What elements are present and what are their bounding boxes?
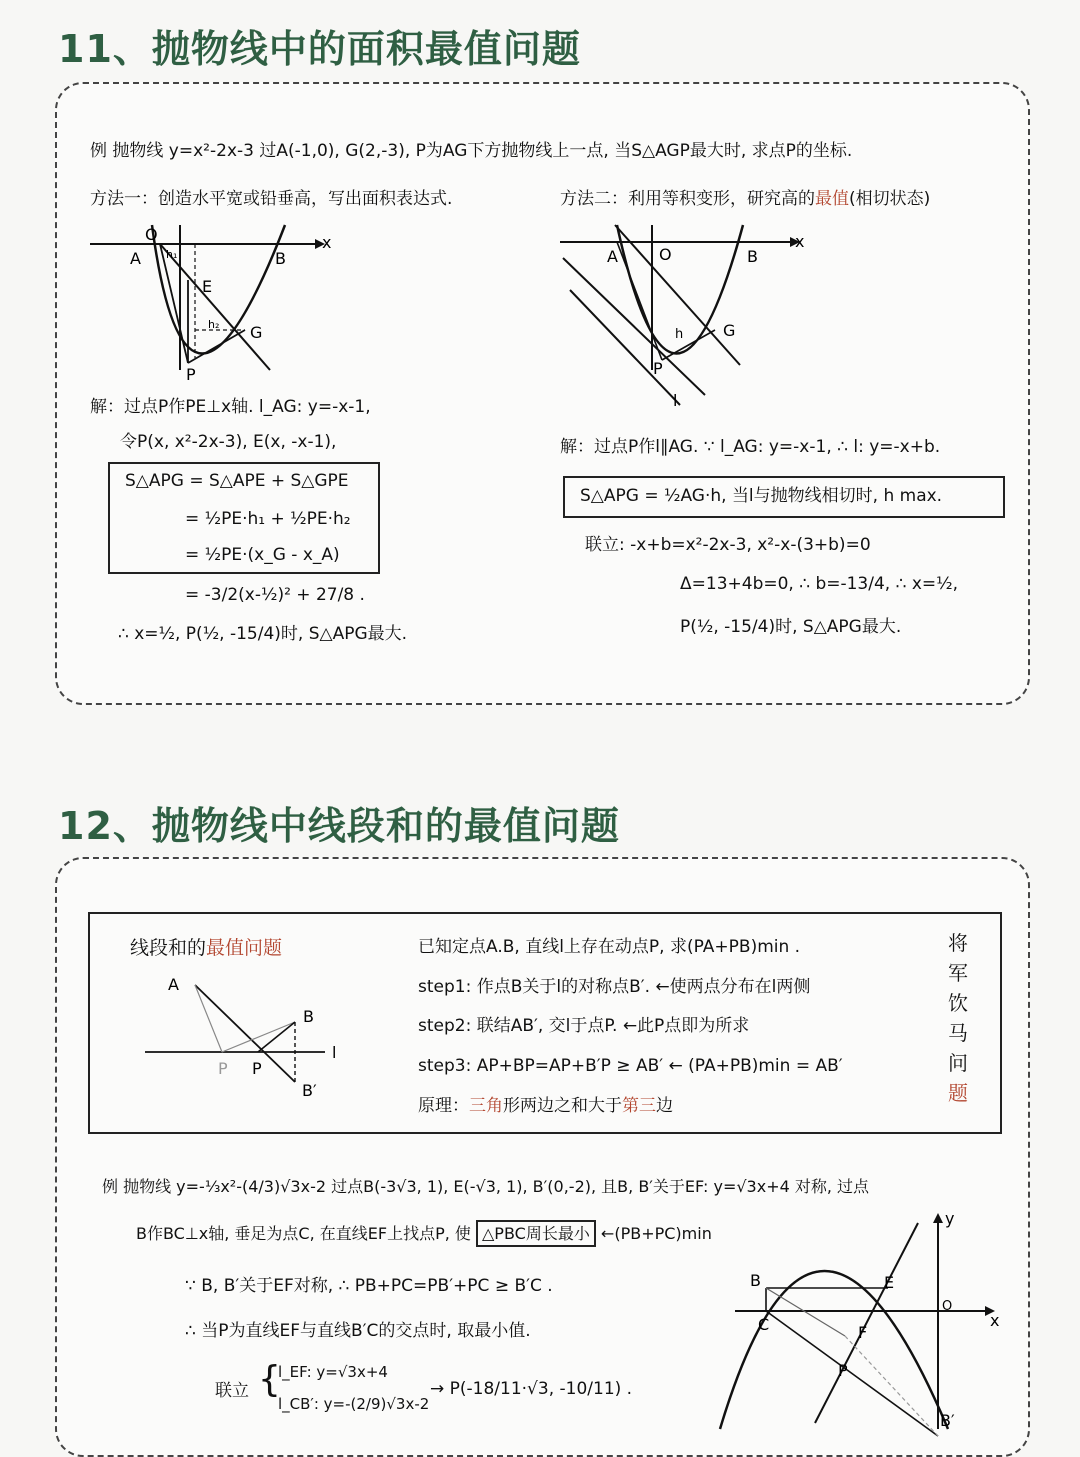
figure-parabola-method-1 [80, 220, 340, 390]
problem-12-line2: B作BC⊥x轴, 垂足为点C, 在直线EF上找点P, 使 △PBC周长最小 ←(PB+PC)min [136, 1225, 712, 1243]
sol12-line2: ∴ 当P为直线EF与直线B′C的交点时, 取最小值. [185, 1321, 531, 1341]
sol1-box-line2: = ½PE·h₁ + ½PE·h₂ [185, 509, 351, 529]
fig1-label-G: G [250, 323, 263, 342]
sol2-box-text: S△APG = ½AG·h, 当l与抛物线相切时, h max. [580, 486, 943, 506]
system-result: → P(-18/11·√3, -10/11) . [430, 1379, 633, 1399]
fig3-label-B: B [303, 1007, 314, 1026]
fig1-label-P: P [186, 365, 196, 384]
sol1-box-line1: S△APG = S△APE + S△GPE [125, 471, 349, 491]
sol2-line2: 联立: -x+b=x²-2x-3, x²-x-(3+b)=0 [585, 535, 871, 555]
step1-text: step1: 作点B关于l的对称点B′. ←使两点分布在l两侧 [418, 977, 811, 997]
fig4-label-E: E [884, 1273, 895, 1292]
fig3-label-A: A [168, 975, 179, 994]
fig4-label-Bprime: B′ [940, 1411, 955, 1430]
fig1-label-O: O [145, 225, 158, 244]
fig2-label-x: x [795, 232, 805, 251]
fig1-label-x: x [322, 233, 332, 252]
sol1-line4: ∴ x=½, P(½, -15/4)时, S△APG最大. [118, 624, 408, 644]
fig3-label-Bprime: B′ [302, 1081, 317, 1100]
fig1-label-E: E [202, 277, 213, 296]
problem-11-text: 例 抛物线 y=x²-2x-3 过A(-1,0), G(2,-3), P为AG下方抛物线上一点, 当S△AGP最大时, 求点P的坐标. [90, 141, 853, 161]
principle-box-title: 线段和的最值问题 [130, 937, 283, 959]
problem-12-line1: 例 抛物线 y=-⅓x²-(4/3)√3x-2 过点B(-3√3, 1), E(-√3, 1), B′(0,-2), 且B, B′关于EF: y=√3x+4 对称, 过点 [102, 1177, 870, 1196]
jiangjun-yinma-vertical: 将 军 饮 马 问 题 [948, 931, 968, 1105]
figure-parabola-ef [700, 1208, 1020, 1429]
sol2-line4: P(½, -15/4)时, S△APG最大. [680, 617, 902, 637]
figure-reflection [140, 970, 350, 1105]
fig2-label-l: l [673, 391, 678, 410]
system-eq2: l_CB′: y=-(2/9)√3x-2 [278, 1395, 430, 1413]
section-12-title: 12、抛物线中线段和的最值问题 [58, 804, 620, 848]
sol12-line1: ∵ B, B′关于EF对称, ∴ PB+PC=PB′+PC ≥ B′C . [185, 1276, 553, 1296]
fig4-label-F: F [858, 1323, 868, 1342]
fig2-label-O: O [659, 245, 672, 264]
system-eq1: l_EF: y=√3x+4 [278, 1363, 388, 1381]
fig3-label-P2: P [252, 1059, 262, 1078]
principle-text: 原理：三角形两边之和大于第三边 [418, 1096, 673, 1116]
problem-12-boxed-text: △PBC周长最小 [476, 1220, 596, 1247]
section-11-card [55, 82, 1030, 705]
fig4-label-x: x [990, 1311, 1000, 1330]
fig2-label-B: B [747, 247, 758, 266]
figure-parabola-method-2 [555, 220, 815, 410]
fig4-label-B: B [750, 1271, 761, 1290]
fig1-label-B: B [275, 249, 286, 268]
system-brace: { [258, 1359, 281, 1400]
fig3-label-P1: P [218, 1059, 228, 1078]
step3-text: step3: AP+BP=AP+B′P ≥ AB′ ← (PA+PB)min = AB′ [418, 1056, 843, 1076]
sol1-box-line3: = ½PE·(x_G - x_A) [185, 545, 340, 565]
fig2-label-h: h [675, 327, 684, 342]
fig1-label-h1: h₁ [166, 248, 178, 261]
method-1-text: 方法一：创造水平宽或铅垂高，写出面积表达式. [90, 189, 453, 209]
sol1-line1: 解：过点P作PE⊥x轴. l_AG: y=-x-1, [90, 397, 371, 417]
sol2-line3: Δ=13+4b=0, ∴ b=-13/4, ∴ x=½, [680, 574, 959, 594]
fig3-label-l: l [332, 1043, 337, 1062]
fig4-label-y: y [945, 1209, 955, 1228]
given-text: 已知定点A.B, 直线l上存在动点P, 求(PA+PB)min . [418, 937, 801, 957]
fig4-label-C: C [758, 1315, 770, 1334]
fig2-label-A: A [607, 247, 618, 266]
section-11-title: 11、抛物线中的面积最值问题 [58, 27, 581, 71]
fig2-label-P: P [653, 359, 663, 378]
fig2-label-G: G [723, 321, 736, 340]
fig4-label-O: O [942, 1299, 953, 1314]
sol1-line3: = -3/2(x-½)² + 27/8 . [185, 585, 365, 605]
fig1-label-A: A [130, 249, 141, 268]
fig4-label-P: P [838, 1361, 848, 1380]
fig1-label-h2: h₂ [208, 318, 220, 331]
sol1-line2: 令P(x, x²-2x-3), E(x, -x-1), [120, 432, 337, 452]
sol2-line1: 解：过点P作l∥AG. ∵ l_AG: y=-x-1, ∴ l: y=-x+b. [560, 437, 941, 457]
system-label: 联立 [215, 1381, 249, 1401]
method-2-text: 方法二：利用等积变形，研究高的最值(相切状态) [560, 189, 931, 209]
step2-text: step2: 联结AB′, 交l于点P. ←此P点即为所求 [418, 1016, 750, 1036]
